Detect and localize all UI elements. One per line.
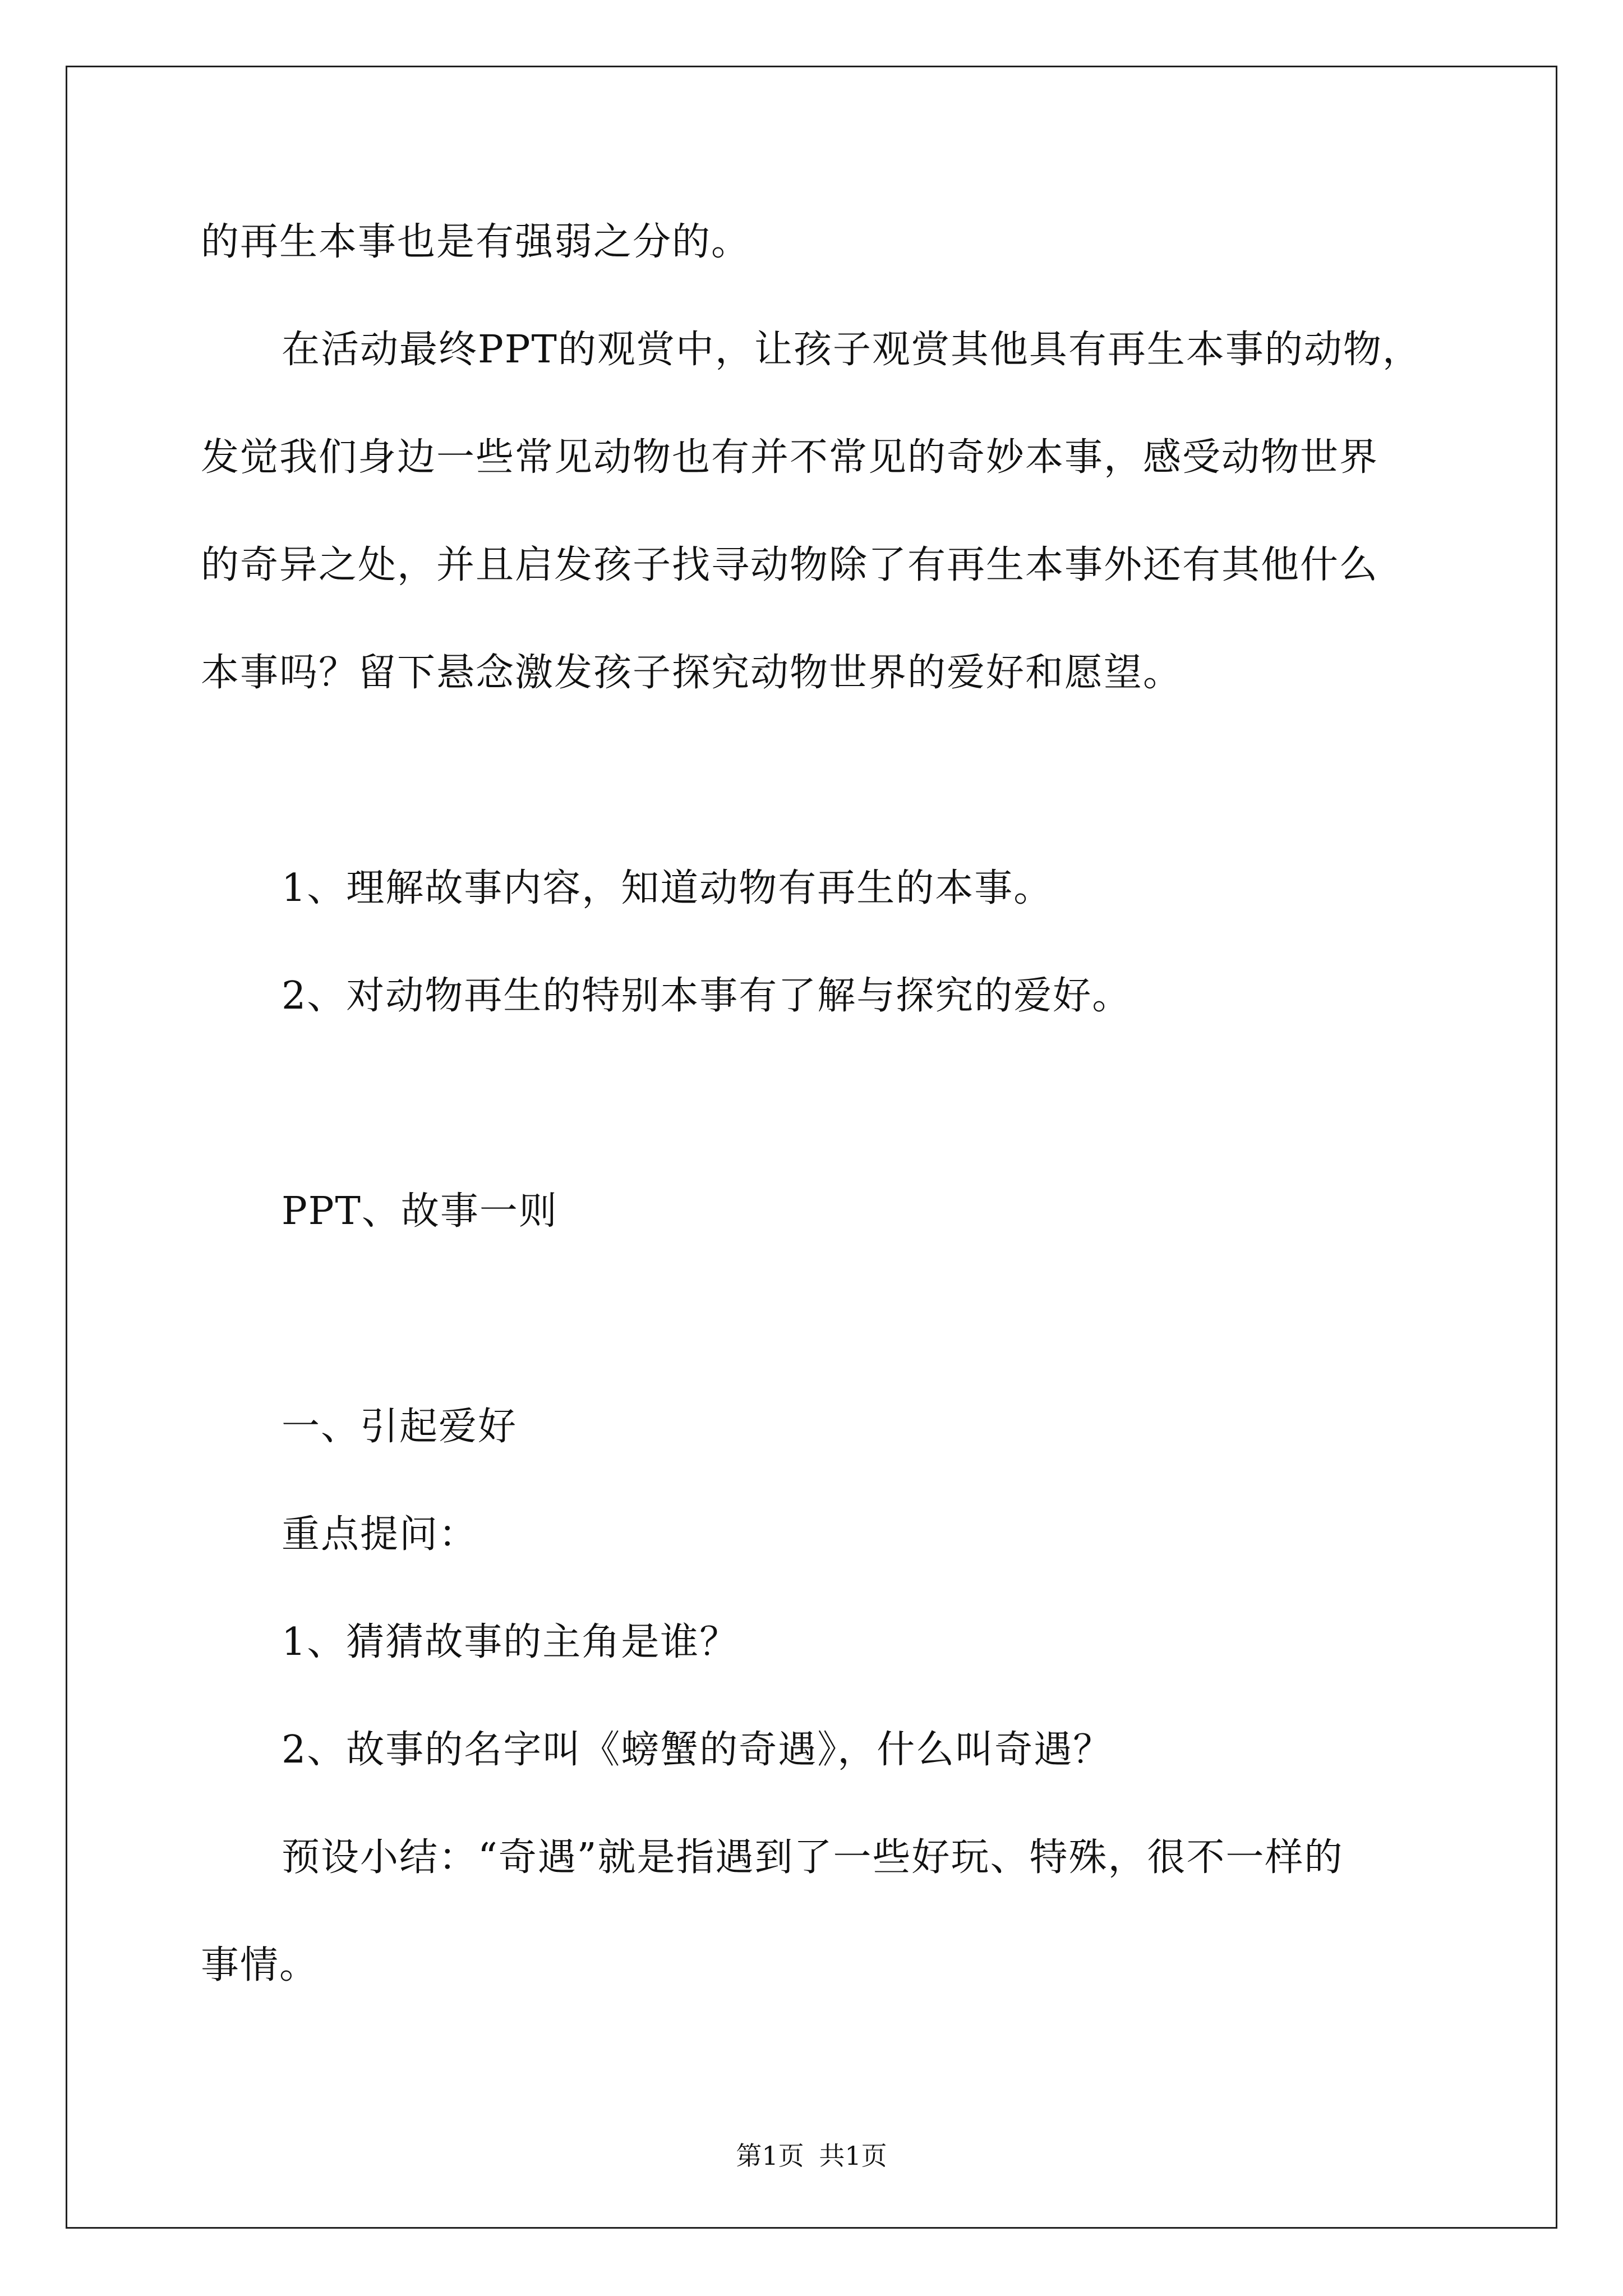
paragraph-line: 的再生本事也是有强弱之分的。 (201, 220, 751, 264)
page-footer (0, 2143, 1623, 2169)
summary-line: 事情。 (201, 1943, 319, 1987)
section-subheading: 重点提问： (282, 1512, 478, 1557)
question-item: 2、故事的名字叫《螃蟹的奇遇》，什么叫奇遇？ (282, 1728, 1113, 1772)
paragraph-line: 的奇异之处，并且启发孩子找寻动物除了有再生本事外还有其他什么 (201, 543, 1379, 587)
page-number: 第1页 (736, 2141, 804, 2171)
materials-line: PPT、故事一则 (282, 1189, 558, 1234)
paragraph-line: 本事吗？留下悬念激发孩子探究动物世界的爱好和愿望。 (201, 651, 1183, 695)
section-heading: 一、引起爱好 (282, 1405, 518, 1449)
summary-line: 预设小结：“奇遇”就是指遇到了一些好玩、特殊，很不一样的 (282, 1835, 1344, 1880)
question-item: 1、猜猜故事的主角是谁？ (282, 1620, 739, 1664)
page-total: 共1页 (819, 2141, 887, 2171)
paragraph-line: 发觉我们身边一些常见动物也有并不常见的奇妙本事，感受动物世界 (201, 435, 1379, 480)
paragraph-line: 在活动最终PPT的观赏中，让孩子观赏其他具有再生本事的动物， (282, 328, 1422, 372)
page-border (66, 66, 1557, 2229)
goal-item: 2、对动物再生的特别本事有了解与探究的爱好。 (282, 974, 1132, 1018)
goal-item: 1、理解故事内容，知道动物有再生的本事。 (282, 866, 1053, 910)
